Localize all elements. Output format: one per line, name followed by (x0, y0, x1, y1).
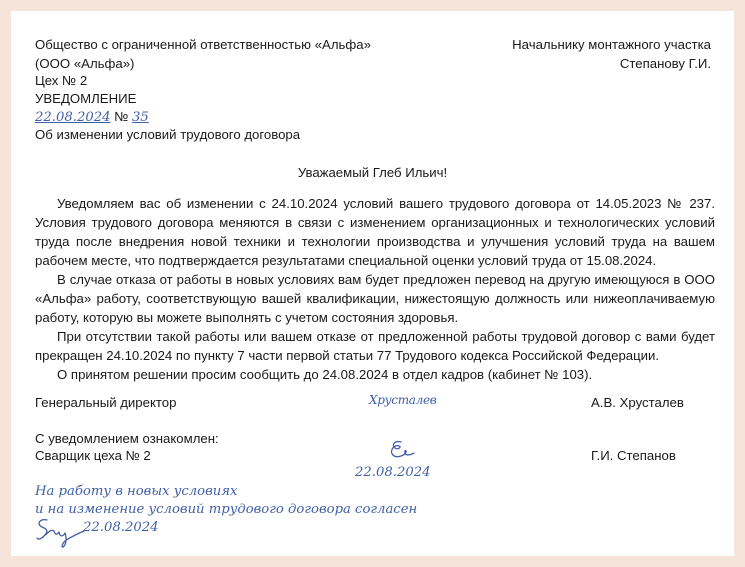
document-date-number (35, 107, 149, 127)
consent-line-2: и на изменение условий трудового договора согласен (35, 502, 418, 517)
paragraph-termination: При отсутствии такой работы или вашем отказе от предложенной работы трудовой договор с вами будет прекращен 24.10.2024 по пункту 7 части первой статьи 77 Трудового кодекса Российской Федерации. (35, 329, 715, 363)
number-sign: № (114, 109, 129, 124)
director-name: А.В. Хрусталев (591, 395, 684, 410)
consent-line-1: На работу в новых условиях (35, 484, 238, 499)
recipient-position: Начальнику монтажного участка (512, 37, 711, 52)
consent-signature-mark (35, 517, 87, 549)
director-signature: Хрусталев (369, 393, 437, 407)
document-date: 22.08.2024 (35, 110, 111, 125)
document-title: УВЕДОМЛЕНИЕ (35, 91, 137, 106)
document-page (11, 11, 734, 556)
acknowledged-label: С уведомлением ознакомлен: (35, 431, 219, 446)
salutation: Уважаемый Глеб Ильич! (297, 165, 448, 180)
org-short-name: (ООО «Альфа») (35, 56, 135, 71)
notice-body (35, 194, 715, 384)
paragraph-reply-deadline: О принятом решении просим сообщить до 24.08.2024 в отдел кадров (кабинет № 103). (57, 367, 593, 382)
paragraph-refusal-transfer: В случае отказа от работы в новых условиях вам будет предложен перевод на другую имеющуюся в ООО «Альфа» работу, соответствующую вашей квалификации, нижестоящую должность или нижеоплачиваемую работу, которую вы можете выполнять с учетом состояния здоровья. (35, 272, 715, 325)
document-subject: Об изменении условий трудового договора (35, 127, 301, 142)
recipient-name: Степанову Г.И. (619, 56, 711, 71)
director-position: Генеральный директор (35, 395, 177, 410)
org-department: Цех № 2 (35, 73, 88, 88)
employee-sign-date: 22.08.2024 (355, 465, 431, 480)
employee-signature-mark (387, 439, 417, 463)
consent-date: 22.08.2024 (83, 520, 159, 535)
paragraph-change-notice: Уведомляем вас об изменении с 24.10.2024 условий вашего трудового договора от 14.05.2023 № 237. Условия трудового договора меняются в связи с изменением организационных и технологических условий труда после внедрения новой техники и технологии производства и улучшения условий труда на вашем рабочем месте, что подтверждается результатами специальной оценки условий труда от 15.08.2024. (35, 196, 715, 268)
employee-name: Г.И. Степанов (591, 448, 676, 463)
document-number: 35 (132, 110, 149, 125)
employee-position: Сварщик цеха № 2 (35, 448, 151, 463)
org-full-name: Общество с ограниченной ответственностью «Альфа» (35, 37, 371, 52)
